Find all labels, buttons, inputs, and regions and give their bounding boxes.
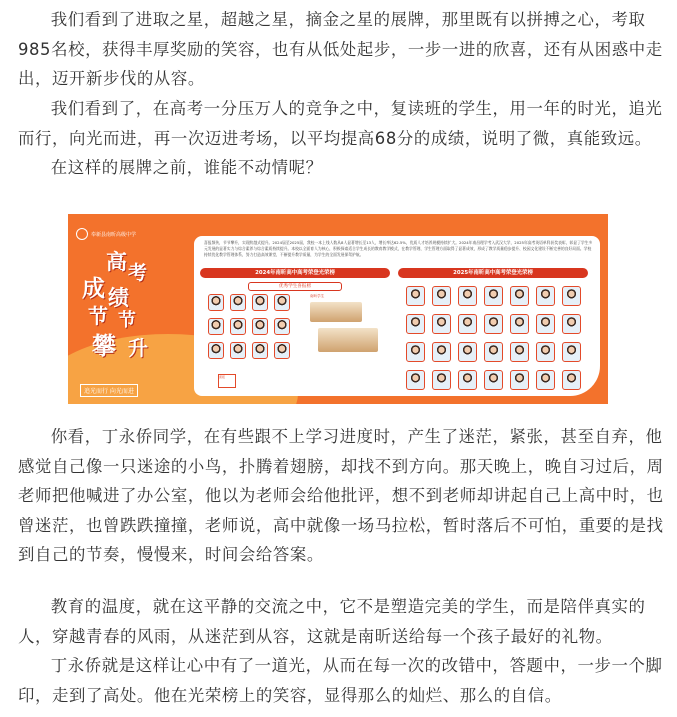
- paragraph-6: 丁永侨就是这样让心中有了一道光，从而在每一次的改错中，答题中，一步一个脚印，走到了高处。他在光荣榜上的笑容，显得那么的灿烂、那么的自信。: [18, 656, 663, 705]
- paragraph-5: 教育的温度，就在这平静的交流之中，它不是塑造完美的学生，而是陪伴真实的人，穿越青春的风雨，从迷茫到从容，这就是南昕送给每一个孩子最好的礼物。: [18, 597, 646, 646]
- paragraph-3: 在这样的展牌之前，谁能不动情呢？: [50, 158, 323, 177]
- title-char: 节: [88, 304, 108, 328]
- title-char: 成: [82, 275, 105, 302]
- title-char: 攀: [92, 331, 116, 360]
- student-photo: [510, 370, 529, 390]
- student-photo: [536, 286, 555, 306]
- student-photo: [536, 314, 555, 334]
- student-photo: [562, 286, 581, 306]
- student-photo: [252, 342, 268, 359]
- paragraph-4: 你看，丁永侨同学，在有些跟不上学习进度时，产生了迷茫，紧张，甚至自弃，他感觉自己像一只迷途的小鸟，扑腾着翅膀，却找不到方向。那天晚上，晚自习过后，周老师把他喊进了办公室，他以为老师会给他批评，想不到老师却讲起自己上高中时，也曾迷茫，也曾跌跌撞撞，老师说，高中就像一场马拉松，暂时落后不可怕，重要的是找到自己的节奏，慢慢来，时间会给答案。: [18, 427, 664, 565]
- school-logo: [76, 228, 194, 240]
- student-photo: [274, 342, 290, 359]
- title-char: 绩: [108, 285, 129, 310]
- banner-title: [78, 244, 188, 360]
- school-seal-icon: [76, 228, 88, 240]
- group-photo: [310, 302, 362, 322]
- student-photo: [510, 342, 529, 362]
- student-photo: [536, 342, 555, 362]
- sign-board: 喜报: [218, 374, 236, 388]
- student-photo: [208, 342, 224, 359]
- student-photo: [432, 342, 451, 362]
- student-photo: [252, 294, 268, 311]
- student-photo: [510, 286, 529, 306]
- column-header: 2025年南昕高中高考荣登光荣榜: [398, 268, 588, 278]
- title-char: 升: [128, 336, 148, 360]
- paragraph-1: 我们看到了进取之星，超越之星，摘金之星的展牌，那里既有以拼搏之心，考取985名校，获得丰厚奖励的笑容，也有从低处起步，一步一进的欣喜，还有从困惑中走出，迈开新步伐的从容。: [18, 10, 663, 89]
- title-char: 考: [128, 262, 148, 284]
- student-photo: [484, 342, 503, 362]
- student-photo: [230, 294, 246, 311]
- honor-column-2024: [200, 268, 390, 392]
- student-photo: [510, 314, 529, 334]
- column-header: 2024年南昕高中高考荣登光荣榜: [200, 268, 390, 278]
- column-subheader: 优秀学生喜报榜: [248, 282, 342, 291]
- student-photo: [562, 342, 581, 362]
- title-char: 高: [106, 249, 127, 274]
- student-photo: [432, 286, 451, 306]
- student-photo: [274, 318, 290, 335]
- student-photo: [562, 370, 581, 390]
- student-photo: [406, 314, 425, 334]
- student-photo: [484, 370, 503, 390]
- student-photo: [536, 370, 555, 390]
- student-photo: [458, 286, 477, 306]
- student-photo: [230, 318, 246, 335]
- student-photo: [432, 370, 451, 390]
- honor-column-2025: [398, 268, 588, 392]
- student-photo: [458, 314, 477, 334]
- student-photo: [562, 314, 581, 334]
- student-photo: [252, 318, 268, 335]
- student-photo: [274, 294, 290, 311]
- student-photo: [406, 286, 425, 306]
- student-photo: [458, 342, 477, 362]
- student-photo: [406, 342, 425, 362]
- student-photo: [406, 370, 425, 390]
- banner-left-panel: [68, 214, 194, 404]
- student-photo: [484, 286, 503, 306]
- student-photo: [230, 342, 246, 359]
- paragraph-2: 我们看到了，在高考一分压万人的竞争之中，复读班的学生，用一年的时光，追光而行，向光而进，再一次迈进考场，以平均提高68分的成绩，说明了微，真能致远。: [18, 99, 663, 148]
- school-name: 奉新县南昕高级中学: [91, 231, 137, 238]
- student-photo: [458, 370, 477, 390]
- student-photo: [208, 318, 224, 335]
- group-photo: [318, 328, 378, 352]
- student-photo: [484, 314, 503, 334]
- column-note: 南昕学生: [310, 294, 325, 298]
- board-intro-text: 喜报频传，节节攀升，实现跨越式提升。2024届至2025届，我校一本上线人数从8人显著增长至13人，增长率达62.5%，优质人才培养规模持续扩大。2024年南昌理学考入武汉大学，2025年高考英语单科获奖表彰，彰显了学生多元发展的显著实力与综合素养与综合素质持续提升。本校以全面育人为核心，积极探索适合学生成长的教育教学模式，在教学管理、学生管理方面取得了显著成效，形成了教学质量稳步提升、校园文化建设不断完善的良好局面。学校持续优化教学管理体系，努力打造高效课堂，不断提升教学质量，为学生的全面发展保驾护航。: [204, 240, 593, 257]
- honor-banner-image: [68, 214, 608, 404]
- banner-slogan: 追光而行 向光而进: [80, 384, 138, 397]
- student-photo: [208, 294, 224, 311]
- title-char: 节: [118, 310, 136, 331]
- student-photo: [432, 314, 451, 334]
